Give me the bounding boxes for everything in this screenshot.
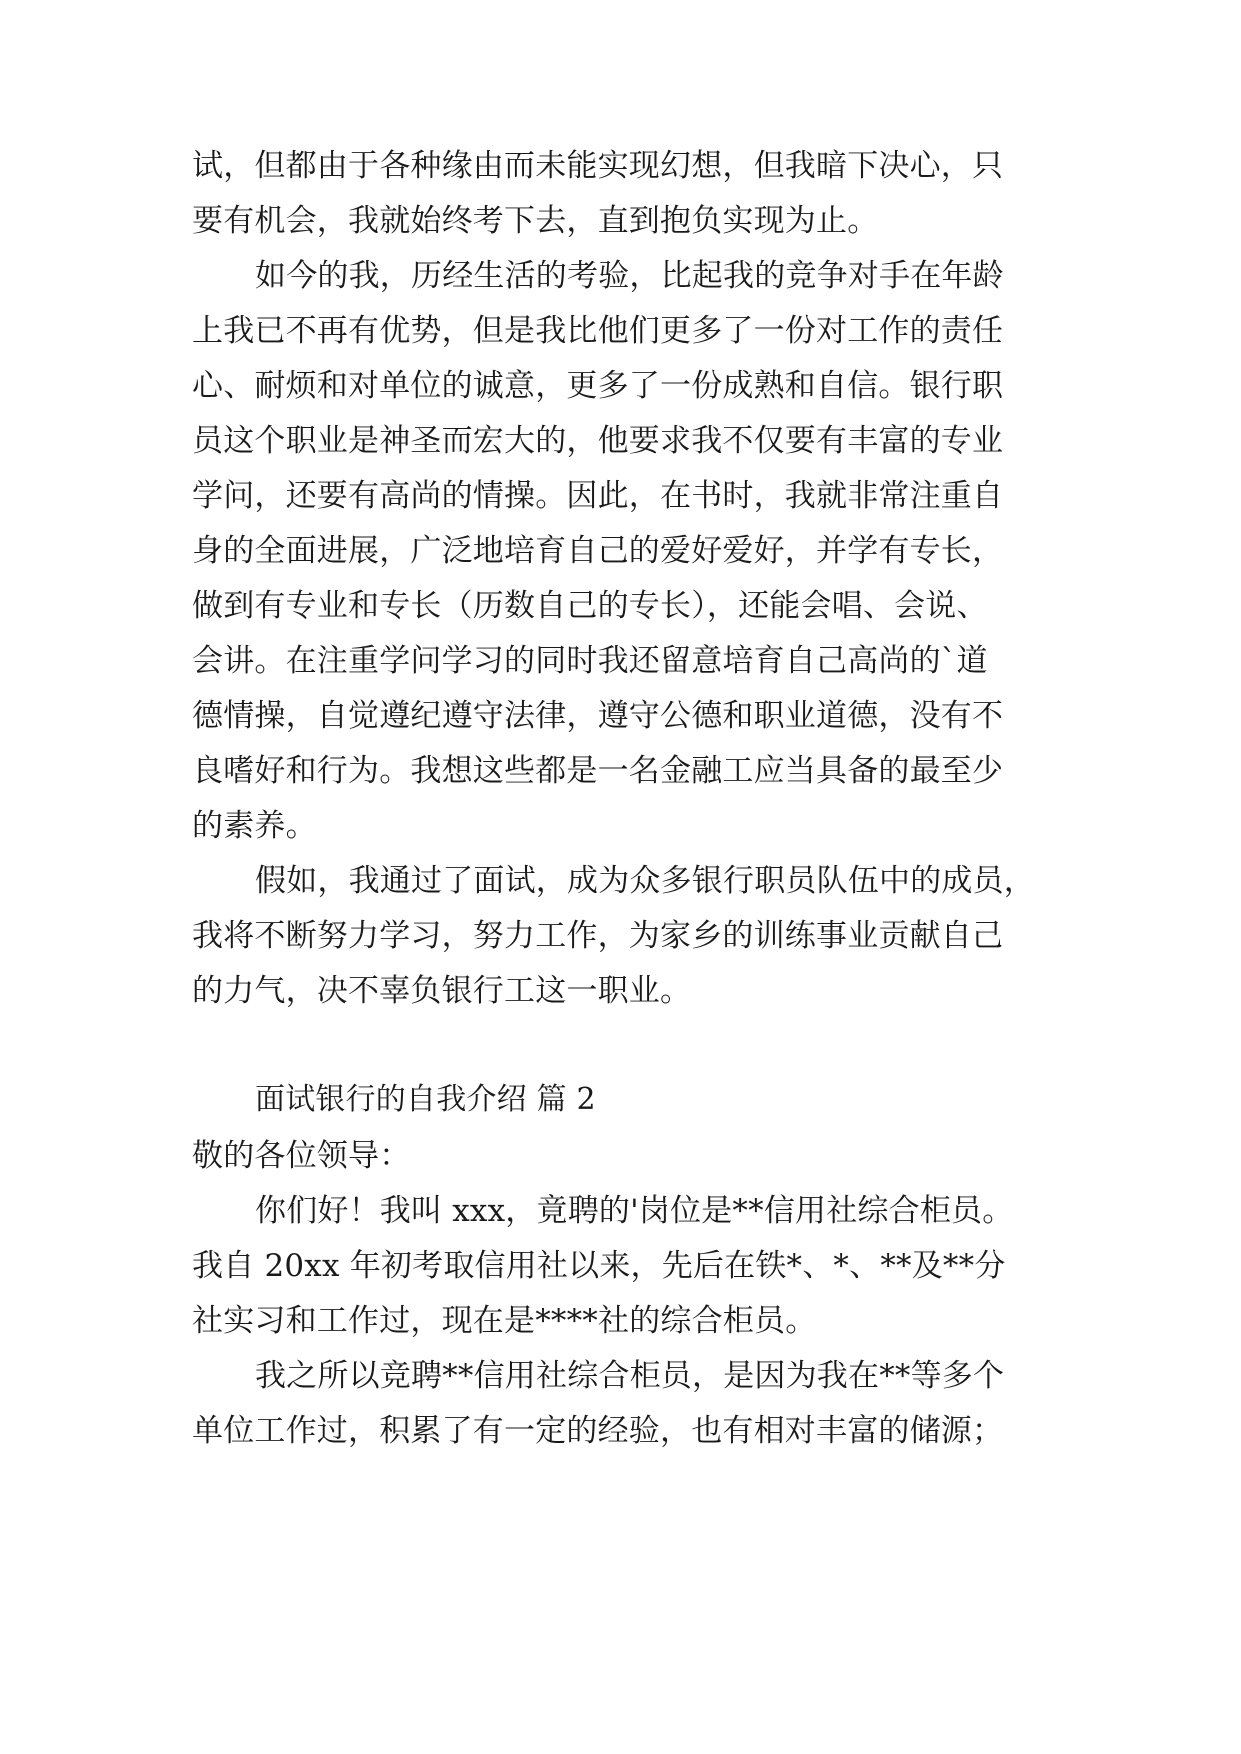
salutation: 敬的各位领导：: [192, 1138, 411, 1174]
text-line: 单位工作过，积累了有一定的经验，也有相对丰富的储源；: [192, 1413, 1004, 1449]
text-line: 的力气，决不辜负银行工这一职业。: [192, 973, 692, 1009]
text-line: 学问，还要有高尚的情操。因此，在书时，我就非常注重自: [192, 478, 1004, 514]
section-heading: 面试银行的自我介绍 篇 2: [255, 1082, 596, 1117]
text-line: 假如，我通过了面试，成为众多银行职员队伍中的成员，: [255, 863, 1035, 899]
text-line: 要有机会，我就始终考下去，直到抱负实现为止。: [192, 203, 879, 239]
text-line: 心、耐烦和对单位的诚意，更多了一份成熟和自信。银行职: [192, 368, 1004, 404]
text-line: 你们好！我叫 xxx，竟聘的'岗位是**信用社综合柜员。: [255, 1193, 1014, 1229]
text-line: 如今的我，历经生活的考验，比起我的竞争对手在年龄: [255, 258, 1004, 294]
text-line: 身的全面进展，广泛地培育自己的爱好爱好，并学有专长，: [192, 533, 1004, 569]
text-line: 员这个职业是神圣而宏大的，他要求我不仅要有丰富的专业: [192, 423, 1004, 459]
document-page: [192, 0, 1052, 1754]
text-line: 良嗜好和行为。我想这些都是一名金融工应当具备的最至少: [192, 753, 1004, 789]
text-line: 我之所以竞聘**信用社综合柜员，是因为我在**等多个: [255, 1358, 1005, 1394]
text-line: 会讲。在注重学问学习的同时我还留意培育自己高尚的`道: [192, 643, 988, 679]
text-line: 社实习和工作过，现在是****社的综合柜员。: [192, 1303, 817, 1339]
text-line: 我将不断努力学习，努力工作，为家乡的训练事业贡献自己: [192, 918, 1004, 954]
text-line: 的素养。: [192, 808, 317, 844]
text-line: 上我已不再有优势，但是我比他们更多了一份对工作的责任: [192, 313, 1004, 349]
text-line: 试，但都由于各种缘由而未能实现幻想，但我暗下决心，只: [192, 148, 1004, 184]
text-line: 做到有专业和专长（历数自己的专长），还能会唱、会说、: [192, 588, 988, 624]
text-line: 我自 20xx 年初考取信用社以来，先后在铁*、*、**及**分: [192, 1248, 1006, 1284]
text-line: 德情操，自觉遵纪遵守法律，遵守公德和职业道德，没有不: [192, 698, 1004, 734]
